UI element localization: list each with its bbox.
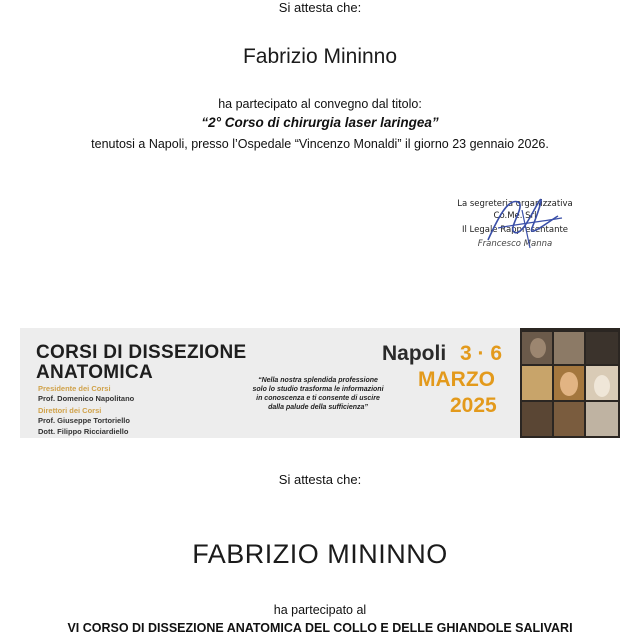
certificate-2-attesta: Si attesta che: [278,472,362,487]
certificate-1-event-place: tenutosi a Napoli, presso l’Ospedale “Vincenzo Monaldi” il giorno 23 gennaio 2026. [91,137,549,151]
course-banner [20,328,620,438]
signature-role: Il Legale Rappresentante [461,225,569,235]
signature-org-label: La segreteria organizzativa [457,199,573,209]
certificate-2-participant-name: FABRIZIO MININNO [192,539,448,569]
banner-city: Napoli [382,342,447,365]
certificate-1-intro: ha partecipato al convegno dal titolo: [218,97,422,111]
banner-artwork-collage [520,328,620,438]
banner-year: 2025 [450,394,497,417]
banner-director-1: Prof. Giuseppe Tortoriello [38,416,130,425]
banner-president-label: Presidente dei Corsi [38,384,111,393]
banner-directors-label: Direttori dei Corsi [38,406,102,415]
certificate-1-participant-name: Fabrizio Mininno [242,45,398,68]
banner-quote: “Nella nostra splendida professione solo lo studio trasforma le informazioni in conoscenza e ti consente di uscire dalla palude della sufficienza” [252,377,384,411]
banner-title-line-2: ANATOMICA [36,362,154,383]
banner-days: 3 · 6 [460,342,503,365]
handwritten-signature [478,188,568,254]
certificate-2-course-title: VI CORSO DI DISSEZIONE ANATOMICA DEL COLLO E DELLE GHIANDOLE SALIVARI [67,621,573,635]
signature-signer-name: Francesco Manna [477,239,553,249]
banner-month: MARZO [418,368,495,391]
signature-company: Co.Me. Srl [493,211,537,221]
banner-president-name: Prof. Domenico Napolitano [38,394,135,403]
certificate-2-intro: ha partecipato al [273,603,367,617]
certificate-1-event-title: “2° Corso di chirurgia laser laringea” [201,115,439,130]
banner-director-2: Dott. Filippo Ricciardiello [38,427,129,436]
banner-title-line-1: CORSI DI DISSEZIONE [36,342,247,363]
certificate-1-attesta: Si attesta che: [278,0,362,15]
